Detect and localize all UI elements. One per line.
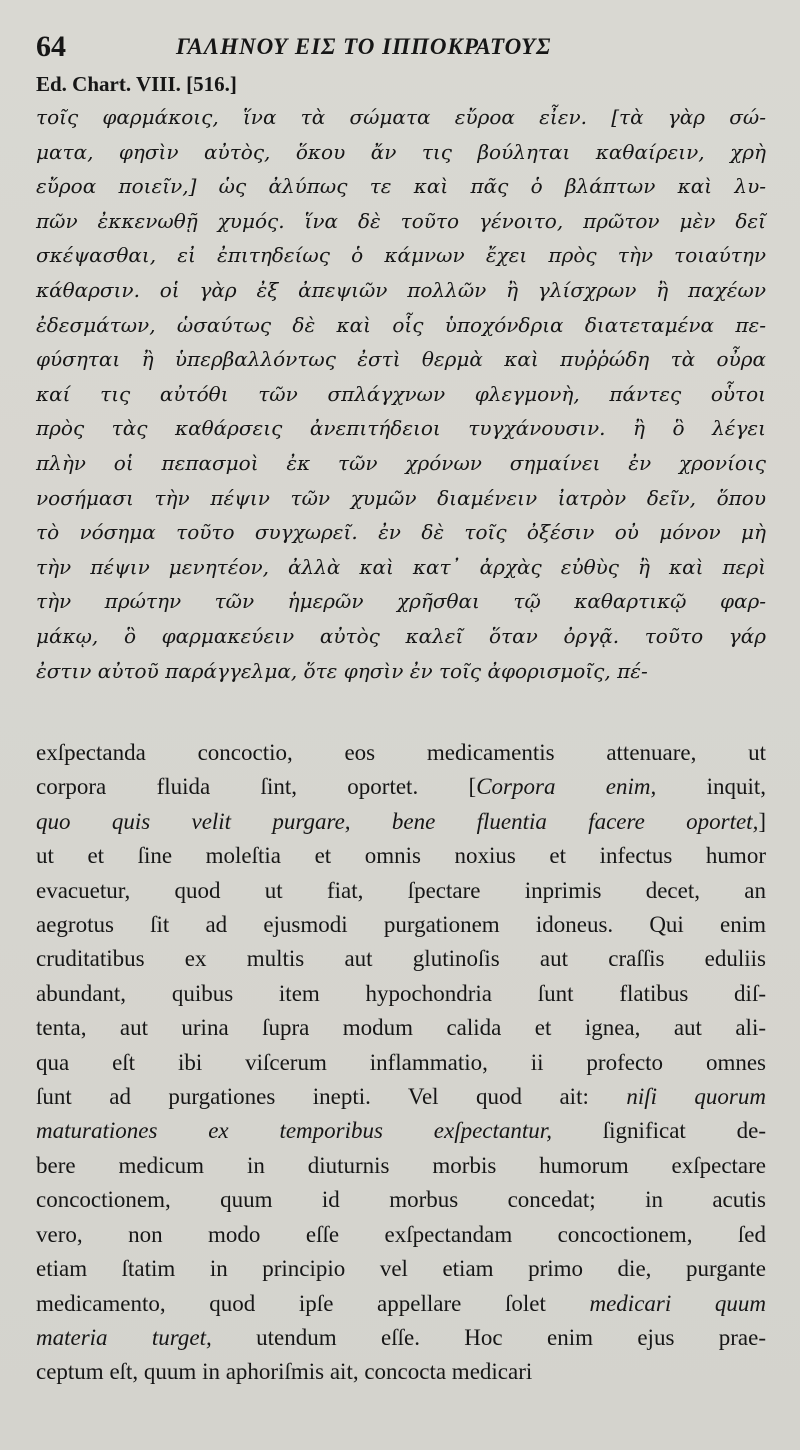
greek-text-line: εὔροα ποιεῖν,] ὡς ἀλύπως τε καὶ πᾶς ὁ βλάπτων καὶ λυ-	[36, 174, 766, 199]
latin-text-line: materia turget, utendum eſſe. Hoc enim ejus prae-	[36, 1324, 767, 1350]
greek-text-line: τὸ νόσημα τοῦτο συγχωρεῖ. ἐν δὲ τοῖς ὀξέσιν οὐ μόνον μὴ	[36, 520, 766, 545]
greek-text-line: πλὴν οἱ πεπασμοὶ ἐκ τῶν χρόνων σημαίνει ἐν χρονίοις	[36, 450, 766, 475]
latin-italic-quote: maturationes ex temporibus exſpectantur,	[36, 1118, 552, 1144]
greek-text-line: νοσήμασι τὴν πέψιν τῶν χυμῶν διαμένειν ἰατρὸν δεῖν, ὅπου	[36, 485, 766, 510]
greek-text-line: τὴν πέψιν μενητέον, ἀλλὰ καὶ κατ᾽ ἀρχὰς εὐθὺς ἢ καὶ περὶ	[36, 554, 766, 579]
greek-text-line: κάθαρσιν. οἱ γὰρ ἐξ ἀπεψιῶν πολλῶν ἢ γλίσχρων ἢ παχέων	[36, 277, 766, 302]
latin-text-line: cruditatibus ex multis aut glutinoſis aut craſſis eduliis	[36, 946, 766, 972]
greek-text-line: καί τις αὐτόθι τῶν σπλάγχνων φλεγμονὴ, πάντες οὗτοι	[36, 381, 766, 406]
latin-italic-quote: quo quis velit purgare, bene fluentia facere oportet,	[36, 808, 759, 834]
edition-reference: Ed. Chart. VIII. [516.]	[36, 72, 237, 96]
greek-text-line: ἐδεσμάτων, ὡσαύτως δὲ καὶ οἷς ὑποχόνδρια διατεταμένα πε-	[36, 312, 766, 337]
latin-italic-quote: materia turget,	[36, 1324, 212, 1350]
latin-italic-quote: niſi quorum	[626, 1084, 766, 1110]
greek-text-line: πρὸς τὰς καθάρσεις ἀνεπιτήδειοι τυγχάνουσιν. ἢ ὃ λέγει	[36, 416, 766, 441]
latin-text-line: ceptum eſt, quum in aphoriſmis ait, concocta medicari	[36, 1359, 533, 1385]
latin-text-line: maturationes ex temporibus exſpectantur, ſignificat de-	[36, 1118, 766, 1144]
latin-text-line: corpora fluida ſint, oportet. [Corpora enim, inquit,	[36, 774, 767, 800]
latin-text-line: medicamento, quod ipſe appellare ſolet medicari quum	[36, 1290, 766, 1316]
latin-text-line: exſpectanda concoctio, eos medicamentis attenuare, ut	[36, 740, 766, 765]
latin-text-line: ut et ſine moleſtia et omnis noxius et infectus humor	[36, 843, 766, 869]
page-number: 64	[36, 30, 66, 63]
greek-text-line: φύσηται ἢ ὑπερβαλλόντως ἐστὶ θερμὰ καὶ πυῤῥώδη τὰ οὖρα	[36, 347, 766, 372]
latin-text-line: etiam ſtatim in principio vel etiam primo die, purgante	[36, 1256, 766, 1282]
greek-text-line: τὴν πρώτην τῶν ἡμερῶν χρῆσθαι τῷ καθαρτικῷ φαρ-	[36, 589, 766, 614]
greek-text-line: μάκῳ, ὃ φαρμακεύειν αὐτὸς καλεῖ ὅταν ὀργᾷ. τοῦτο γάρ	[36, 623, 766, 648]
latin-italic-quote: medicari quum	[589, 1290, 766, 1316]
greek-text-line: ματα, φησὶν αὐτὸς, ὅκου ἄν τις βούληται καθαίρειν, χρὴ	[36, 139, 766, 164]
latin-text-block	[36, 736, 766, 1390]
latin-italic-quote: Corpora enim,	[476, 774, 657, 800]
greek-text-line: σκέψασθαι, εἰ ἐπιτηδείως ὁ κάμνων ἔχει πρὸς τὴν τοιαύτην	[36, 243, 766, 268]
latin-text-line: quo quis velit purgare, bene fluentia facere oportet,]	[36, 808, 766, 834]
latin-text-line: aegrotus ſit ad ejusmodi purgationem idoneus. Qui enim	[36, 912, 766, 938]
greek-text-line: πῶν ἐκκενωθῇ χυμός. ἵνα δὲ τοῦτο γένοιτο, πρῶτον μὲν δεῖ	[36, 208, 766, 233]
greek-text-block	[36, 100, 766, 688]
latin-text-line: abundant, quibus item hypochondria ſunt flatibus diſ-	[36, 980, 766, 1006]
latin-text-line: qua eſt ibi viſcerum inflammatio, ii profecto omnes	[36, 1049, 766, 1075]
latin-text-line: ſunt ad purgationes inepti. Vel quod ait: niſi quorum	[36, 1084, 766, 1110]
running-title: ΓΑΛΗΝΟΥ ΕΙΣ ΤΟ ΙΠΠΟΚΡΑΤΟΥΣ	[176, 34, 552, 59]
greek-text-line: τοῖς φαρμάκοις, ἵνα τὰ σώματα εὔροα εἶεν. [τὰ γὰρ σώ-	[36, 105, 766, 129]
page-header	[36, 30, 764, 70]
latin-text-line: tenta, aut urina ſupra modum calida et ignea, aut ali-	[36, 1015, 766, 1041]
greek-text-line: ἐστιν αὐτοῦ παράγγελμα, ὅτε φησὶν ἐν τοῖς ἀφορισμοῖς, πέ-	[36, 658, 648, 683]
latin-text-line: bere medicum in diuturnis morbis humorum exſpectare	[36, 1152, 766, 1178]
latin-text-line: evacuetur, quod ut fiat, ſpectare inprimis decet, an	[36, 877, 766, 903]
latin-text-line: vero, non modo eſſe exſpectandam concoctionem, ſed	[36, 1221, 766, 1247]
latin-text-line: concoctionem, quum id morbus concedat; in acutis	[36, 1187, 766, 1213]
